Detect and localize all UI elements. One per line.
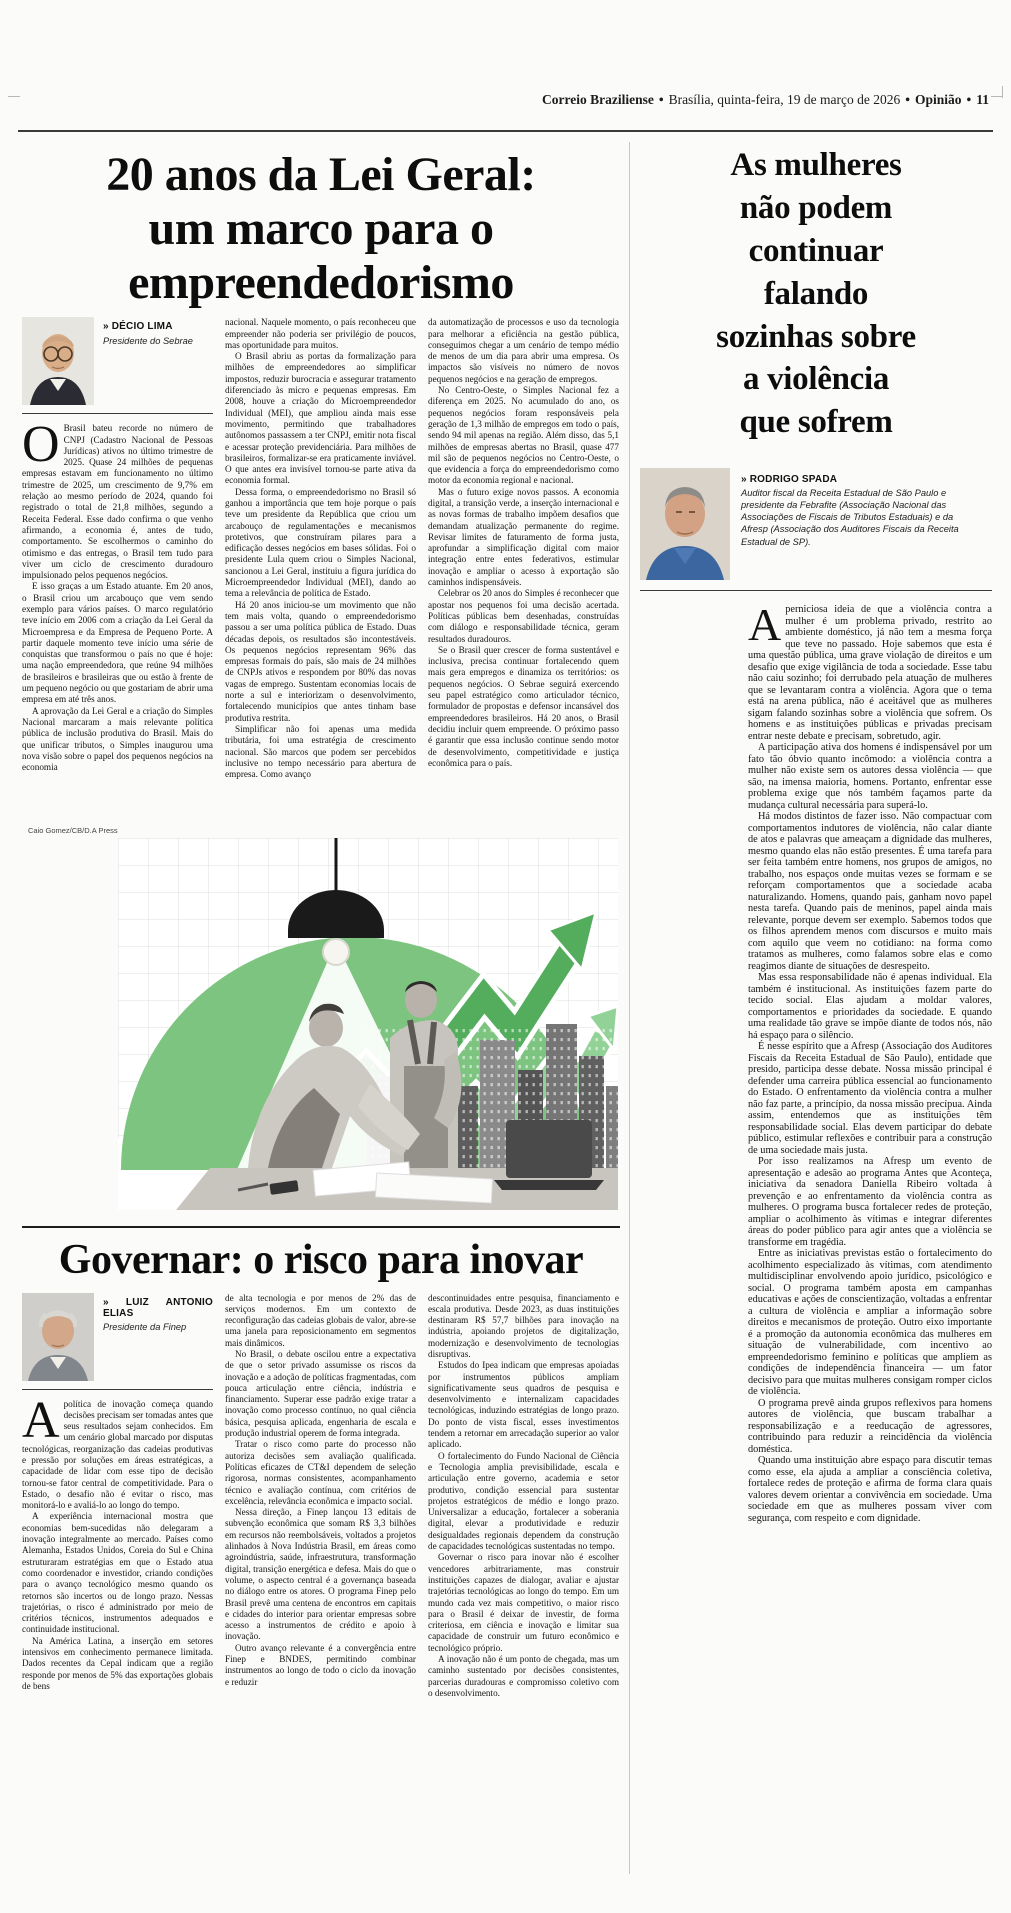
paragraph: de alta tecnologia e por menos de 2% das de serviços modernos. Em um contexto de reconfiguração das cadeias globais de valor, abre-se uma janela para reposicionamento em segmentos mais dinâmicos. — [225, 1292, 416, 1348]
author-name: » LUIZ ANTONIO ELIAS — [103, 1296, 214, 1319]
paragraph: Se o Brasil quer crescer de forma sustentável e inclusiva, precisa continuar fortalecendo quem mais gera empregos e dinamiza os territórios: os pequenos negócios. O Sebrae seguirá exercendo seu papel estratégico como articulador técnico, formulador de propostas e defensor incansável dos empreendedores brasileiros. Há 20 anos, o Brasil decidiu incluir quem empreende. O próximo passo é garantir que essa inclusão continue sendo motor de desenvolvimento, competitividade e justiça econômica para o país. — [428, 644, 619, 768]
paragraph: Há modos distintos de fazer isso. Não compactuar com comportamentos indutores de violência, não calar diante de atos e palavras que ameaçam a dignidade das mulheres, mesmo quando elas não estão presentes. É uma tarefa para ser feita também entre homens, nos grupos de amigos, no trabalho, nos espaços onde muitas vezes se formam e se reforçam comportamentos que a sociedade acaba naturalizando. Homens, quando pais, ganham novo papel nesta tarefa. Quando pais de meninos, papel ainda mais relevante, porque devem ser exemplo. Sabemos todos que os filhos aprendem menos com discursos e muito mais com aquilo que veem no cotidiano: na forma como tratamos as mulheres, como falamos sobre elas e como reagimos diante de situações de desrespeito. — [748, 811, 992, 972]
title-line: sozinhas sobre — [716, 318, 916, 355]
author-photo-decio-lima — [22, 317, 94, 405]
separator: • — [905, 92, 910, 107]
title-line: que sofrem — [739, 404, 893, 441]
article2-column-1 — [22, 1293, 213, 1700]
photo-credit: Caio Gomez/CB/D.A Press — [28, 826, 118, 836]
title-line: continuar — [748, 232, 884, 269]
paragraph — [748, 599, 992, 742]
paragraph: E isso graças a um Estado atuante. Em 20 anos, o Brasil criou um arcabouço que vem sendo exemplo para vários países. O marco regulatório teve início em 2006 com a criação da Lei Geral da Microempresa e da Empresa de Pequeno Porte. A partir daquele momento teve início uma série de conquistas que transformou o país no que é hoje: uma nação empreendedora, que reúne 94 milhões de brasileiros e brasileiras que ou estão à frente de um pequeno negócio ou que gostariam de abrir uma empresa em até três anos. — [22, 581, 213, 705]
paragraph: A aprovação da Lei Geral e a criação do Simples Nacional marcaram a mais relevante política pública de inclusão produtiva do Brasil. Mais do que unificar tributos, o Simples inaugurou uma nova visão sobre o papel dos pequenos negócios na economia — [22, 705, 213, 773]
paragraph: descontinuidades entre pesquisa, financiamento e escala produtiva. Desde 2023, as duas instituições destinaram R$ 57,7 bilhões para inovação na indústria, apoiando projetos de digitalização, modernização e desenvolvimento de tecnologias disruptivas. — [428, 1292, 619, 1359]
article1-column-3 — [428, 317, 619, 780]
author-name: » DÉCIO LIMA — [103, 321, 173, 333]
masthead: Correio Braziliense — [541, 92, 654, 107]
paragraph: É nesse espírito que a Afresp (Associação dos Auditores Fiscais da Receita Estadual de São Paulo), entidade que presido, participa desse debate. Nossa missão principal é defender uma carreira pública essencial ao funcionamento do Estado. O enfrentamento da violência contra a mulher não faz parte, a princípio, da nossa missão precípua. Ainda assim, entendemos que as instituições têm responsabilidade social. Elas devem participar do debate público, estimular reflexões e contribuir para a construção de uma sociedade mais justa. — [748, 1041, 992, 1156]
paragraph: nacional. Naquele momento, o país reconheceu que empreender não poderia ser privilégio de poucos, mas oportunidade para muitos. — [225, 317, 416, 350]
article3-body — [748, 599, 992, 1524]
article3-title — [640, 144, 992, 444]
author-role: Presidente do Sebrae — [103, 335, 193, 346]
paragraph: Entre as iniciativas previstas estão o fortalecimento do acolhimento especializado às vítimas, com atendimento multidisciplinar envolvendo apoio jurídico, psicológico e social. O programa também aposta em campanhas educativas e ações de conscientização, voltadas a enfrentar a cultura de violência e ampliar a informação sobre direitos e mecanismos de proteção. Outro eixo importante é a promoção da autonomia econômica das mulheres em situação de vulnerabilidade, com incentivo ao empreendedorismo feminino e políticas que ampliem as condições de independência financeira — um fator decisivo para que muitas mulheres consigam romper ciclos de violência. — [748, 1248, 992, 1398]
section-label: Opinião — [914, 92, 962, 107]
paragraph: Estudos do Ipea indicam que empresas apoiadas por instrumentos públicos ampliam significativamente seus quadros de pesquisa e desenvolvimento e internalizam capacidades tecnológicas, induzindo estratégias de longo prazo. Do ponto de vista fiscal, esses investimentos tendem a retornar em arrecadação superior ao valor aplicado. — [428, 1360, 619, 1450]
title-line: falando — [763, 275, 869, 312]
paragraph: O Brasil abriu as portas da formalização para milhões de empreendedores ao simplificar impostos, reduzir burocracia e assegurar tratamento diferenciado às micro e pequenas empresas. Em 2008, houve a criação do Microempreendedor Individual (MEI), que ampliou ainda mais esse movimento, permitindo que trabalhadores autônomos passassem a ter CNPJ, emitir nota fiscal e acessar proteção previdenciária. Para milhões de brasileiros, formalizar-se era praticamente inviável. O que antes era invisível tornou-se parte ativa da economia formal. — [225, 351, 416, 486]
paragraph: Por isso realizamos na Afresp um evento de apresentação e adesão ao programa Antes que Aconteça, iniciativa da senadora Daniella Ribeiro voltada à prevenção e ao enfrentamento da violência contra as mulheres. O programa busca fortalecer redes de proteção, ampliar o acolhimento às vítimas e integrar diferentes áreas do poder público para agir antes que a violência se transforme em tragédia. — [748, 1156, 992, 1248]
article2-byline — [22, 1293, 213, 1390]
illustration-entrepreneurs — [118, 838, 618, 1210]
article1-column-2 — [225, 317, 416, 780]
paragraph: Dessa forma, o empreendedorismo no Brasil só ganhou a importância que tem hoje porque o país teve um presidente da República que criou um arcabouço de regulamentações e mecanismos protetivos, que construíram pilares para a edificação desses negócios em bases sólidas. Foi o presidente Lula quem criou o Simples Nacional, sancionou a Lei Geral, instituiu a figura jurídica do Microempreendedor Individual (MEI), dando ao tema a relevância de política de Estado. — [225, 486, 416, 599]
paragraph: No Brasil, o debate oscilou entre a expectativa de que o setor privado assumisse os riscos da inovação e a adoção de políticas fragmentadas, com pouca articulação entre ciência, indústria e financiamento. Superar esse padrão exige tratar a inovação como processo contínuo, no qual ciência básica, pesquisa aplicada, engenharia de escala e produção industrial operem de forma integrada. — [225, 1349, 416, 1439]
author-photo-rodrigo-spada — [640, 468, 730, 580]
paragraph: Na América Latina, a inserção em setores intensivos em conhecimento permanece limitada. Dados recentes da Cepal indicam que a região responde por menos de 5% das exportações globais de bens — [22, 1635, 213, 1691]
page-header — [22, 92, 989, 108]
dateline: Brasília, quinta-feira, 19 de março de 2026 — [668, 92, 901, 107]
drop-cap: A — [22, 1391, 60, 1449]
paragraph: A participação ativa dos homens é indispensável por um fato tão óbvio quanto incômodo: a violência contra a mulher não existe sem os autores dessa violência — que são, na imensa maioria, homens. Portanto, enfrentar esse problema exige que nós também façamos parte da mudança cultural necessária para superá-lo. — [748, 742, 992, 811]
drop-cap: A — [748, 599, 782, 651]
separator: • — [658, 92, 664, 107]
separator: • — [966, 92, 972, 107]
byline-marker: » — [103, 1296, 109, 1308]
paragraph — [22, 1391, 213, 1512]
author-role: Auditor fiscal da Receita Estadual de São Paulo e presidente da Febrafite (Associação Nacional das Associações de Fiscais de Tributos Estaduais) e da Afresp (Associação dos Auditores Fiscais da Receita Estadual de SP). — [741, 488, 959, 547]
paragraph: Mas o futuro exige novos passos. A economia digital, a transição verde, a inserção internacional e as novas formas de trabalho impõem desafios que demandam atualização permanente do regime. Revisar limites de faturamento de forma justa, aprofundar a simplificação digital com maior integração entre entes federativos, estimular inovação e ampliar o acesso à exportação são caminhos indispensáveis. — [428, 486, 619, 588]
page-number: 11 — [976, 92, 989, 107]
paragraph-text: política de inovação começa quando decisões precisam ser tomadas antes que seus resultados sejam conhecidos. Em um cenário global marcado por disputas tecnológicas, reorganização das cadeias produtivas e pressão por soluções em áreas estratégicas, a capacidade de lidar com esse tipo de decisão tornou-se fator central de competitividade. Para o Estado, o desafio não é evitar o risco, mas monitorá-lo e avaliá-lo ao longo do tempo. — [22, 1398, 213, 1511]
article2-title: Governar: o risco para inovar — [58, 1237, 584, 1284]
author-block — [103, 317, 193, 346]
title-line: a violência — [742, 361, 890, 398]
title-line: 20 anos da Lei Geral: — [106, 148, 536, 201]
paragraph: No Centro-Oeste, o Simples Nacional fez a diferença em 2025. No acumulado do ano, os pequenos negócios foram responsáveis pela geração de 1,3 milhão de empregos em todo o país, sendo 94 mil apenas na região. Além disso, das 5,1 milhões de empresas abertas no Brasil, quase 477 mil são de pequenos negócios no Centro-Oeste, o que evidencia a força do empreendedorismo como motor da economia regional e nacional. — [428, 385, 619, 486]
paragraph: Simplificar não foi apenas uma medida tributária, foi uma estratégia de crescimento nacional. São marcos que podem ser percebidos inclusive no tempo necessário para abertura de empresa. Como avanço — [225, 723, 416, 780]
paragraph: O programa prevê ainda grupos reflexivos para homens autores de violência, que buscam trabalhar a responsabilização e a reeducação de agressores, contribuindo para reduzir a reincidência da violência doméstica. — [748, 1397, 992, 1455]
paragraph — [22, 416, 213, 581]
header-rule — [18, 130, 993, 132]
illustration-graphic — [118, 838, 618, 1210]
article2-column-3 — [428, 1293, 619, 1700]
article1-byline — [22, 317, 213, 414]
paragraph: Celebrar os 20 anos do Simples é reconhecer que apostar nos pequenos foi uma decisão acertada. Políticas públicas bem desenhadas, construídas com diálogo e responsabilidade técnica, geram resultados duradouros. — [428, 588, 619, 644]
column-divider — [629, 142, 630, 1874]
paragraph: Quando uma instituição abre espaço para discutir temas como esse, ela ajuda a ampliar a consciência coletiva, fortalece redes de proteção e afirma de forma clara quais valores devem orientar a convivência em sociedade. Uma sociedade em que as mulheres possam viver com segurança, com respeito e com dignidade. — [748, 1455, 992, 1524]
article2-column-2 — [225, 1293, 416, 1700]
author-role: Presidente da Finep — [103, 1322, 187, 1333]
paragraph: A experiência internacional mostra que economias bem-sucedidas não delegaram a inovação integralmente ao mercado. Países como Alemanha, Estados Unidos, Coreia do Sul e China estruturaram estratégias em que o Estado atua como coordenador e investidor, criando condições para o avanço tecnológico mesmo quando os retornos são incertos ou de longo prazo. Nessas trajetórias, o risco é administrado por meio de critérios técnicos, instrumentos adequados e continuidade institucional. — [22, 1511, 213, 1635]
crop-mark — [8, 96, 20, 97]
paragraph: A inovação não é um ponto de chegada, mas um caminho sustentado por decisões consistentes, parcerias duradouras e compromisso coletivo com o desenvolvimento. — [428, 1654, 619, 1698]
paragraph-text: Brasil bateu recorde no número de CNPJ (Cadastro Nacional de Pessoas Jurídicas) ativos no último trimestre de 2025. Quase 24 milhões de pequenas empresas estavam em funcionamento no último trimestre de 2025, um crescimento de 9,7% em relação ao mesmo período de 2024, quando foi registrado o total de 21,8 milhões, segundo a Receita Federal. Esse dado confirma o que venho afirmando, a economia é, antes de tudo, comportamento. Se escolhermos o caminho do otimismo e das entregas, o Brasil tem tudo para viver um ciclo de crescimento duradouro impulsionado pelos pequenos negócios. — [22, 423, 213, 581]
paragraph-text: perniciosa ideia de que a violência contra a mulher é um problema privado, restrito ao ambiente doméstico, já não tem a mesma força que teve no passado. Hoje sabemos que esta é uma questão pública, uma grave violação de direitos e um desafio que exige vigilância de toda a sociedade. Esse tabu não caiu sozinho; foi derrubado pela atuação de mulheres que se levantaram contra a violência. Agora que o tema está na arena pública, não é aceitável que as mulheres sigam falando sozinhas sobre a violência que sofrem. Os homens e as instituições públicas e privadas precisam entrar neste debate e precisam, sobretudo, agir. — [748, 604, 992, 742]
crop-mark — [1002, 86, 1003, 98]
article2-body — [22, 1293, 620, 1700]
paragraph: Mas essa responsabilidade não é apenas individual. Ela também é institucional. As instituições fazem parte do tecido social. Elas ajudam a moldar valores, comportamentos e prioridades da sociedade. E quando uma realidade tão grave se impõe diante de todos nós, não há espaço para o silêncio. — [748, 972, 992, 1041]
right-opinion-column — [640, 142, 992, 1524]
paragraph: Tratar o risco como parte do processo não autoriza decisões sem avaliação qualificada. Políticas eficazes de CT&I dependem de seleção rigorosa, normas consistentes, acompanhamento técnico e avaliação contínua, com critérios de excelência, relevância econômica e impacto social. — [225, 1439, 416, 1506]
title-line: não podem — [739, 189, 893, 226]
paragraph: da automatização de processos e uso da tecnologia para melhorar a eficiência na gestão pública, conseguimos chegar a um cenário de tempo médio de menos de um dia para abrir uma empresa. Os impactos são visíveis no número de novos pequenos negócios e na geração de empregos. — [428, 317, 619, 384]
author-photo-luiz-antonio-elias — [22, 1293, 94, 1381]
byline-marker: » — [741, 474, 747, 486]
byline-marker: » — [103, 321, 109, 333]
paragraph: Nessa direção, a Finep lançou 13 editais de subvenção econômica que somam R$ 3,3 bilhões em recursos não reembolsáveis, voltados a projetos alinhados à Nova Indústria Brasil, em áreas como agroindústria, saúde, infraestrutura, transformação digital, transição energética e defesa. Mais do que o volume, o aspecto central é a governança baseada no diálogo entre os atores. O programa Finep pelo Brasil prevê uma centena de encontros em capitais e cidades do interior para orientar empresas sobre acesso a instrumentos de crédito e apoio à inovação. — [225, 1507, 416, 1642]
article1-title — [22, 148, 620, 309]
author-block — [103, 1293, 213, 1334]
title-line: empreendedorismo — [128, 255, 514, 309]
paragraph: Outro avanço relevante é a convergência entre Finep e BNDES, permitindo combinar instrumentos ao longo de todo o ciclo da inovação e reduzir — [225, 1642, 416, 1687]
main-articles-area — [22, 136, 620, 1699]
author-block — [741, 468, 959, 547]
article1-body — [22, 317, 620, 780]
paragraph: Governar o risco para inovar não é escolher vencedores arbitrariamente, mas construir instituições capazes de dialogar, avaliar e ajustar trajetórias tecnológicas ao longo do tempo. Em um mundo cada vez mais competitivo, o maior risco para o Brasil é deixar de investir, de forma criteriosa, em ciência e inovação e limitar sua capacidade de construir um futuro econômico e tecnológico próprio. — [428, 1552, 619, 1653]
paragraph: Há 20 anos iniciou-se um movimento que não tem mais volta, quando o empreendedorismo passou a ser uma política pública de Estado. Duas décadas depois, os resultados são incontestáveis. Os pequenos negócios representam 96% das empresas formais do país, são mais de 24 milhões de CNPJs ativos e respondem por 80% das novas vagas de emprego. Sustentam economias locais de norte a sul e interiorizam o desenvolvimento, fortalecendo municípios que antes tinham base produtiva restrita. — [225, 599, 416, 723]
paragraph: O fortalecimento do Fundo Nacional de Ciência e Tecnologia amplia previsibilidade, escala e articulação entre governo, academia e setor produtivo, condição essencial para sustentar projetos estratégicos de médio e longo prazo. Universalizar a educação, fortalecer a soberania digital, elevar a produtividade e reduzir desigualdades regionais dependem da construção de capacidades tecnológicas sustentadas no tempo. — [428, 1450, 619, 1552]
title-line: um marco para o — [148, 201, 494, 255]
title-line: As mulheres — [730, 147, 902, 183]
article3-byline — [640, 468, 992, 591]
article-separator-rule — [22, 1226, 620, 1228]
author-name: » RODRIGO SPADA — [741, 474, 838, 486]
article1-column-1 — [22, 317, 213, 780]
drop-cap: O — [22, 416, 60, 474]
